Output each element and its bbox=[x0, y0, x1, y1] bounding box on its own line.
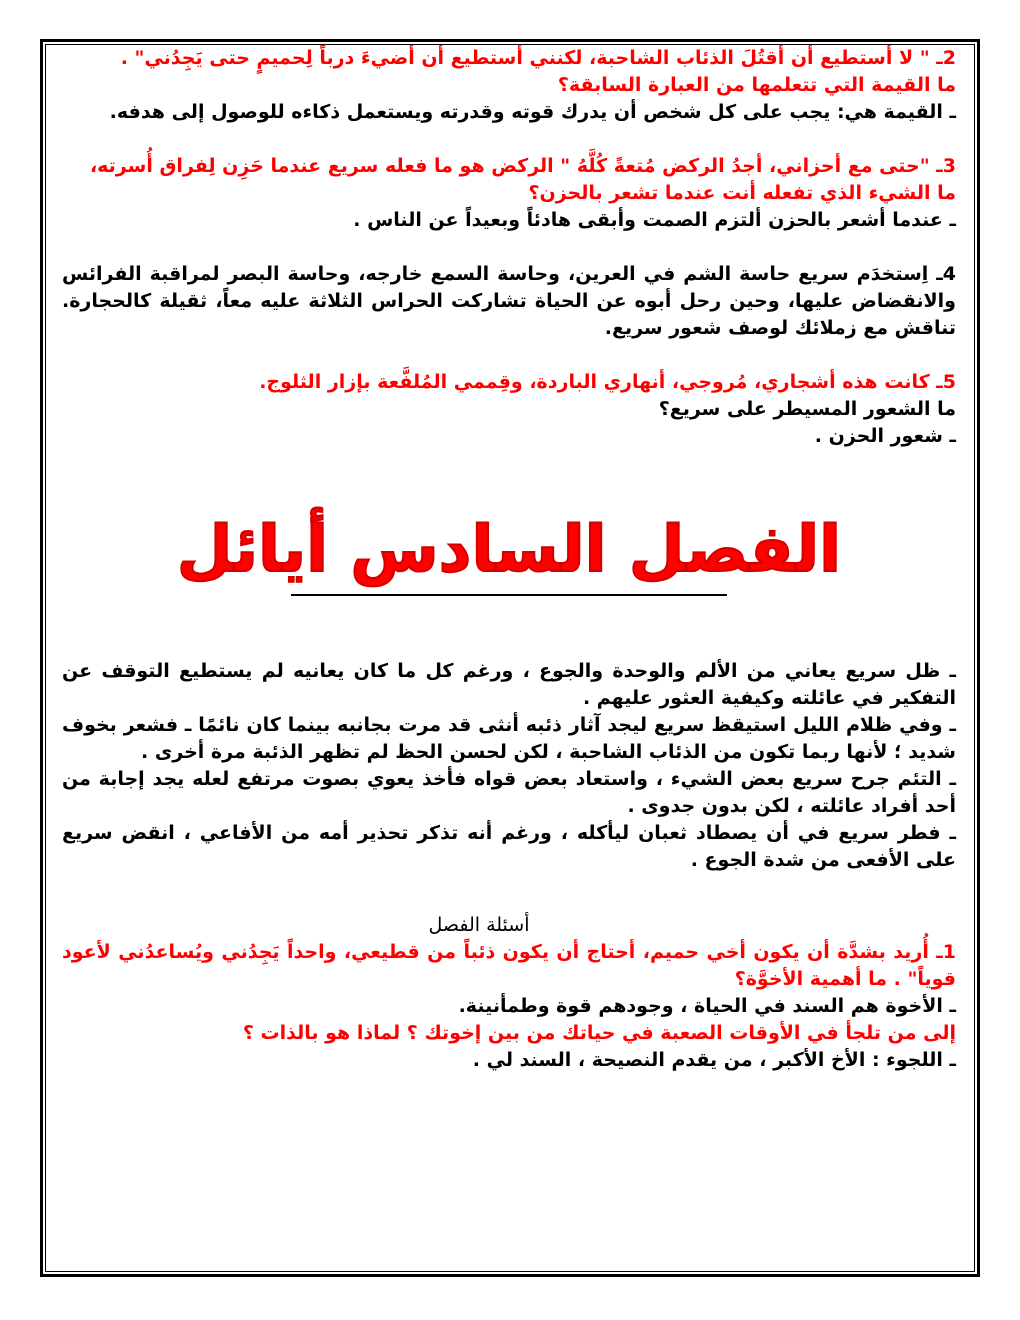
document-page bbox=[62, 45, 956, 1074]
spacer bbox=[62, 342, 956, 369]
summary-item: ـ فطر سريع في أن يصطاد ثعبان ليأكله ، ورغم أنه تذكر تحذير أمه من الأفاعي ، انقض سريع على الأفعى من شدة الجوع . bbox=[62, 822, 956, 871]
q2-answer: ـ القيمة هي: يجب على كل شخص أن يدرك قوته وقدرته ويستعمل ذكاءه للوصول إلى هدفه. bbox=[109, 101, 956, 123]
chapter-title-block bbox=[62, 510, 956, 596]
cq1-followup-answer: ـ اللجوء : الأخ الأكبر ، من يقدم النصيحة ، السند لي . bbox=[472, 1049, 956, 1071]
questions-heading: أسئلة الفصل bbox=[428, 914, 530, 936]
q5-answer: ـ شعور الحزن . bbox=[814, 425, 956, 447]
spacer bbox=[62, 596, 956, 658]
summary-item: ـ التئم جرح سريع بعض الشيء ، واستعاد بعض قواه فأخذ يعوي بصوت مرتفع لعله يجد إجابة من أحد أفراد عائلته ، لكن بدون جدوى . bbox=[62, 768, 956, 817]
q3-question: ما الشيء الذي تفعله أنت عندما تشعر بالحزن؟ bbox=[528, 182, 956, 204]
spacer bbox=[62, 126, 956, 153]
q5-question: ما الشعور المسيطر على سريع؟ bbox=[658, 398, 956, 420]
q3-quote: 3ـ "حتى مع أحزاني، أجدُ الركض مُتعةً كُلَّهُ " الركض هو ما فعله سريع عندما حَزِن لِفراق أُسرته، bbox=[89, 155, 956, 177]
spacer bbox=[62, 874, 956, 912]
q2-quote: 2ـ " لا أستطيع أن أقتُلَ الذئاب الشاحبة، لكنني أستطيع أن أضيءَ درباً لِحميمٍ حتى يَجِدُني" . bbox=[120, 47, 956, 69]
summary-item: ـ ظل سريع يعاني من الألم والوحدة والجوع ، ورغم كل ما كان يعانيه لم يستطيع التوقف عن التفكير في عائلته وكيفية العثور عليهم . bbox=[62, 660, 956, 709]
q5-quote: 5ـ كانت هذه أشجاري، مُروجي، أنهاري الباردة، وقِممي المُلفَّعة بإزار الثلوج. bbox=[259, 371, 956, 393]
summary-item: ـ وفي ظلام الليل استيقظ سريع ليجد آثار ذئبه أنثى قد مرت بجانبه بينما كان نائمًا ـ فشعر بخوف شديد ؛ لأنها ربما تكون من الذئاب الشاحبة ، لكن لحسن الحظ لم تظهر الذئبة مرة أخرى . bbox=[62, 714, 956, 763]
q3-answer: ـ عندما أشعر بالحزن ألتزم الصمت وأبقى هادئاً وبعيداً عن الناس . bbox=[353, 209, 956, 231]
cq1-followup: إلى من تلجأ في الأوقات الصعبة في حياتك من بين إخوتك ؟ لماذا هو بالذات ؟ bbox=[242, 1022, 956, 1044]
q4-text: 4ـ اِستخدَم سريع حاسة الشم في العرين، وحاسة السمع خارجه، وحاسة البصر لمراقبة الفرائس والانقضاض عليها، وحين رحل أبوه عن الحياة تشاركت الحراس الثلاثة عليه معاً، ثقيلة كالحجارة. تناقش مع زملائك لوصف شعور سريع. bbox=[62, 263, 956, 339]
spacer bbox=[62, 234, 956, 261]
q2-question: ما القيمة التي تتعلمها من العبارة السابقة؟ bbox=[557, 74, 956, 96]
cq1-quote: 1ـ أُريد بشدَّة أن يكون أخي حميم، أحتاج أن يكون ذئباً من قطيعي، واحداً يَجِدُني ويُساعدُني لأعود قوياً" . ما أهمية الأخوَّة؟ bbox=[62, 941, 956, 990]
chapter-title: الفصل السادس أيائل bbox=[176, 513, 842, 587]
cq1-answer: ـ الأخوة هم السند في الحياة ، وجودهم قوة وطمأنينة. bbox=[458, 995, 956, 1017]
